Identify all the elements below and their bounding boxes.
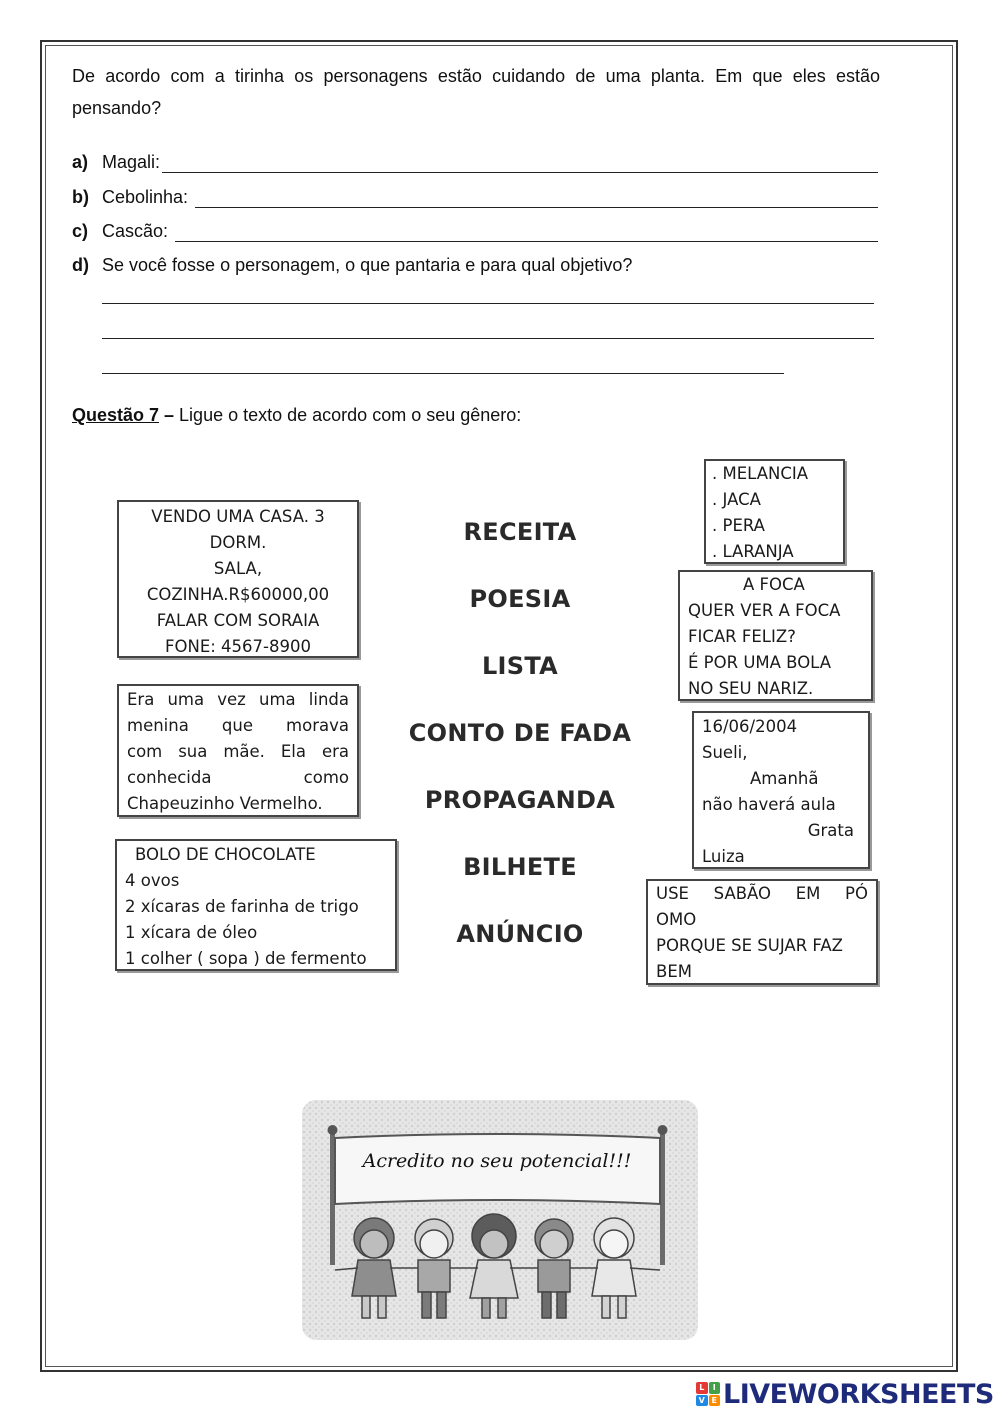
text-line: NO SEU NARIZ. — [688, 679, 814, 698]
text-line: A FOCA — [743, 575, 805, 594]
text-box-receita[interactable] — [115, 839, 397, 971]
text-line: 16/06/2004 — [702, 717, 798, 736]
text-box-bilhete[interactable] — [692, 711, 870, 869]
text-line: OMO — [656, 910, 697, 929]
text-line: menina que morava — [127, 716, 349, 735]
genre-conto-de-fada[interactable]: CONTO DE FADA — [408, 719, 632, 747]
question-label: Se você fosse o personagem, o que pantaria e para qual objetivo? — [102, 255, 633, 275]
question-label: Cascão: — [102, 221, 174, 241]
text-line: . MELANCIA — [712, 464, 809, 483]
text-line: FONE: 4567-8900 — [165, 637, 311, 656]
answer-line-d3[interactable] — [102, 373, 784, 374]
answer-line-d2[interactable] — [102, 338, 874, 339]
question-label: Cebolinha: — [102, 187, 194, 207]
genre-bilhete[interactable]: BILHETE — [463, 853, 577, 881]
question-intro: De acordo com a tirinha os personagens estão cuidando de uma planta. Em que eles estão pensando? — [72, 66, 880, 118]
genre-anuncio[interactable]: ANÚNCIO — [456, 920, 584, 948]
text-line: Amanhã — [750, 769, 819, 788]
text-line: FICAR FELIZ? — [688, 627, 796, 646]
banner-illustration — [302, 1100, 698, 1340]
genre-lista[interactable]: LISTA — [481, 652, 559, 680]
answer-line-a[interactable] — [162, 168, 878, 173]
text-line: Sueli, — [702, 743, 748, 762]
question-a — [72, 147, 878, 173]
question-b — [72, 182, 878, 208]
text-line: . JACA — [712, 490, 761, 509]
text-box-poesia[interactable] — [678, 570, 873, 701]
question-7-text: Ligue o texto de acordo com o seu gênero: — [174, 405, 522, 425]
text-line: BEM — [656, 962, 692, 981]
question-7-dash: – — [159, 405, 175, 425]
question-c — [72, 216, 878, 242]
text-line: com sua mãe. Ela era — [127, 742, 349, 761]
text-box-propaganda[interactable] — [646, 879, 878, 985]
question-7 — [72, 405, 521, 426]
answer-line-c[interactable] — [175, 237, 878, 242]
text-line: É POR UMA BOLA — [688, 653, 832, 672]
question-letter: a) — [72, 152, 89, 172]
question-d — [72, 250, 878, 276]
genre-poesia[interactable]: POESIA — [469, 585, 571, 613]
text-line: 1 xícara de óleo — [125, 923, 258, 942]
text-line: Chapeuzinho Vermelho. — [127, 794, 323, 813]
question-7-title: Questão 7 — [72, 405, 160, 425]
text-line: VENDO UMA CASA. 3 — [151, 507, 325, 526]
question-letter: c) — [72, 221, 89, 241]
question-label: Magali: — [102, 152, 161, 172]
text-line: . PERA — [712, 516, 765, 535]
text-line: Grata — [807, 821, 854, 840]
children-banner-image — [302, 1100, 698, 1340]
answer-line-b[interactable] — [195, 203, 878, 208]
liveworksheets-logo[interactable] — [696, 1378, 994, 1410]
answer-line-d1[interactable] — [102, 303, 874, 304]
text-line: PORQUE SE SUJAR FAZ — [656, 936, 843, 955]
text-line: não haverá aula — [702, 795, 836, 814]
logo-text: LIVEWORKSHEETS — [723, 1378, 994, 1410]
text-line: USE SABÃO EM PÓ — [656, 884, 868, 903]
banner-text: Acredito no seu potencial!!! — [362, 1150, 632, 1172]
text-line: Era uma vez uma linda — [127, 690, 349, 709]
text-line: DORM. — [209, 533, 267, 552]
text-line: conhecida como — [127, 768, 349, 787]
text-line: 1 colher ( sopa ) de fermento — [125, 949, 367, 968]
text-line: BOLO DE CHOCOLATE — [135, 845, 316, 864]
genre-propaganda[interactable]: PROPAGANDA — [424, 786, 616, 814]
text-line: . LARANJA — [712, 542, 794, 561]
text-line: FALAR COM SORAIA — [156, 611, 320, 630]
text-line: COZINHA.R$60000,00 — [146, 585, 330, 604]
question-letter: b) — [72, 187, 89, 207]
logo-mark-icon: L I V E — [696, 1382, 720, 1406]
question-letter: d) — [72, 255, 89, 275]
text-box-conto[interactable] — [117, 684, 359, 817]
text-box-lista[interactable] — [704, 459, 845, 564]
text-box-anuncio[interactable] — [117, 500, 359, 658]
text-line: 4 ovos — [125, 871, 180, 890]
text-line: 2 xícaras de farinha de trigo — [125, 897, 359, 916]
genre-receita[interactable]: RECEITA — [463, 518, 577, 546]
text-line: SALA, — [213, 559, 263, 578]
text-line: Luiza — [702, 847, 745, 866]
text-line: QUER VER A FOCA — [688, 601, 841, 620]
